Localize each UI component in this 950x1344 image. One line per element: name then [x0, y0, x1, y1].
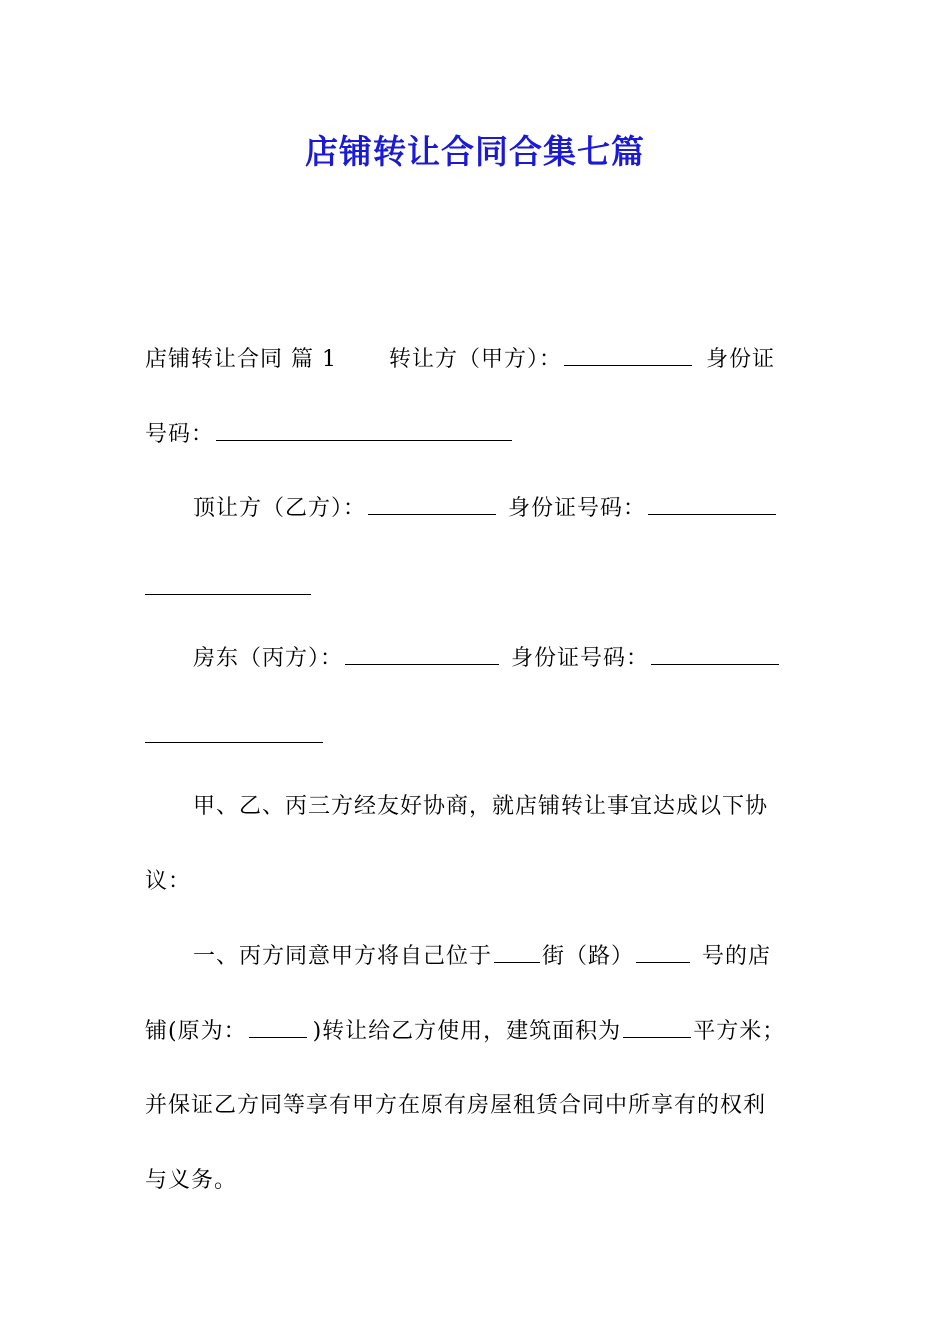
transferor-id-label: 身份证 [706, 347, 776, 372]
document-title: 店铺转让合同合集七篇 [305, 132, 645, 171]
clause-one-c: 号的店 [702, 944, 772, 969]
landlord-id-blank [651, 642, 779, 665]
landlord-id-continuation-blank [145, 742, 323, 743]
transferor-name-blank [564, 343, 692, 366]
section-heading: 店铺转让合同 篇 1 [145, 347, 337, 372]
transferee-id-blank [648, 492, 776, 515]
clause-one-a: 一、丙方同意甲方将自己位于 [193, 944, 493, 969]
street-blank [494, 940, 540, 963]
agreement-intro-cont: 议： [145, 869, 192, 894]
transferee-id-label: 身份证号码： [508, 496, 647, 521]
clause-one-line-3: 并保证乙方同等享有甲方在原有房屋租赁合同中所享有的权利 [145, 1093, 767, 1118]
transferee-name-blank [368, 492, 496, 515]
transferee-id-continuation-blank [145, 594, 311, 595]
landlord-name-blank [345, 642, 499, 665]
clause-one-e: )转让给乙方使用，建筑面积为 [312, 1019, 622, 1044]
clause-one-d: 铺(原为： [145, 1019, 247, 1044]
clause-one-line [193, 940, 771, 973]
transferor-line [145, 343, 775, 376]
clause-one-f: 平方米； [693, 1019, 786, 1044]
landlord-label: 房东（丙方）： [193, 646, 344, 671]
agreement-intro-line: 甲、乙、丙三方经友好协商，就店铺转让事宜达成以下协 [193, 794, 769, 819]
transferee-line [193, 492, 778, 525]
landlord-line [193, 642, 781, 675]
area-blank [623, 1015, 691, 1038]
clause-one-line-4: 与义务。 [145, 1168, 238, 1193]
transferee-label: 顶让方（乙方）： [193, 496, 367, 521]
landlord-id-label: 身份证号码： [511, 646, 650, 671]
id-number-label: 号码： [145, 422, 215, 447]
clause-one-line-2 [145, 1015, 785, 1048]
transferor-label: 转让方（甲方）： [388, 347, 562, 372]
transferor-id-line [145, 418, 514, 451]
clause-one-b: 街（路） [542, 944, 635, 969]
number-blank [636, 940, 690, 963]
original-use-blank [249, 1015, 307, 1038]
transferor-id-blank [216, 418, 512, 441]
